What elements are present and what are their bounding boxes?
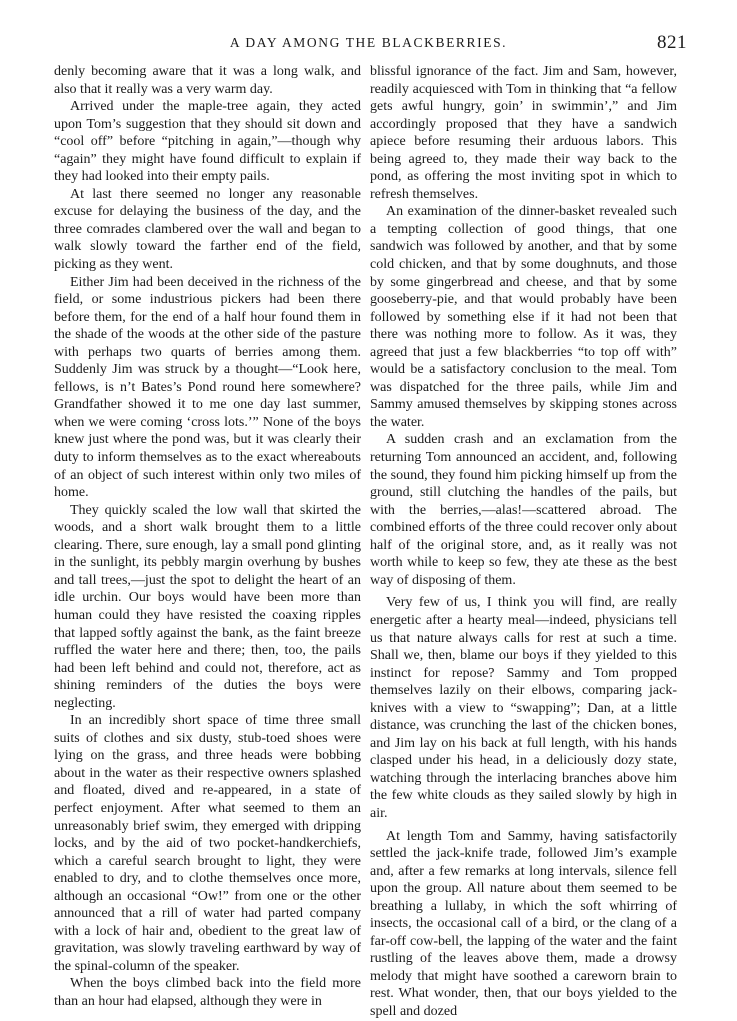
paragraph: blissful ignorance of the fact. Jim and Sam, however, readily acquiesced with Tom in thinking that “a fellow gets awful hungry, goin’ in swimmin’,” and Jim accordingly proposed that they have a sandwich apiece before resuming their arduous labors. This being agreed to, they made their way back to the pond, as offering the most inviting spot in which to refresh themselves. <box>370 64 677 202</box>
page-number: 821 <box>657 32 687 53</box>
paragraph: In an incredibly short space of time three small suits of clothes and six dusty, stub-toed shoes were lying on the grass, and three heads were bobbing about in the water as their respective owners splashed and floated, dived and re-appeared, in a state of perfect enjoyment. After what seemed to them an unreasonably brief swim, they emerged with dripping locks, and by the aid of two pocket-handkerchiefs, which a careful search brought to light, they were enabled to dry, and to clothe themselves once more, although an occasional “Ow!” from one or the other announced that a rill of water had parted company with a lock of hair and, obedient to the great law of gravitation, was slowly traveling earthward by way of the spinal-column of the speaker. <box>54 713 361 974</box>
right-column <box>370 63 677 1021</box>
paragraph: Either Jim had been deceived in the richness of the field, or some industrious pickers had been there before them, for the end of a half hour found them in the shade of the woods at the other side of the pasture with perhaps two quarts of berries among them. Suddenly Jim was struck by a thought—“Look here, fellows, is n’t Bates’s Pond round here somewhere? Grandfather showed it to me one day last summer, when we were coming ‘cross lots.’” None of the boys knew just where the pond was, but it was clearly their duty to inform themselves as to the exact whereabouts of an object of such interest within only two miles of home. <box>54 274 361 501</box>
paragraph: At length Tom and Sammy, having satisfactorily settled the jack-knife trade, followed Jim’s example and, after a few remarks at long intervals, silence fell upon the group. All nature about them seemed to be breathing a lullaby, in which the soft whirring of insects, the occasional call of a bird, or the clang of a far-off cow-bell, the lapping of the water and the faint rustling of the leaves above them, made a drowsy melody that might have soothed a careworn brain to rest. What wonder, then, that our boys yielded to the spell and dozed <box>370 828 677 1019</box>
paragraph: Very few of us, I think you will find, are really energetic after a hearty meal—indeed, physicians tell us that nature always calls for rest at such a time. Shall we, then, blame our boys if they yielded to this instinct for repose? Sammy and Tom propped themselves lazily on their elbows, comparing jack-knives with a view to “swapping”; Dan, at a little distance, was crunching the last of the chicken bones, and Jim lay on his back at full length, with his hands clasped under his head, in a deliciously dozy state, watching through the interlacing branches above him the few white clouds as they sailed slowly by high in air. <box>370 595 677 821</box>
page-header <box>0 32 737 54</box>
paragraph: Arrived under the maple-tree again, they acted upon Tom’s suggestion that they should sit down and “cool off” before “pitching in again,”—though why “again” they might have found difficult to explain if they had looked into their empty pails. <box>54 99 361 185</box>
paragraph: When the boys climbed back into the field more than an hour had elapsed, although they were in <box>54 976 361 1009</box>
left-column <box>54 63 361 1011</box>
paragraph: They quickly scaled the low wall that skirted the woods, and a short walk brought them to a little clearing. There, sure enough, lay a small pond glinting in the sunlight, its pebbly margin overhung by bushes and tall trees,—just the spot to delight the heart of an idle urchin. Our boys would have been more than human could they have resisted the coaxing ripples that lapped softly against the bank, as the faint breeze ruffled the water here and there; then, too, the pails had been left behind and could not, therefore, act as shining reminders of the duties the boys were neglecting. <box>54 502 361 711</box>
paragraph: An examination of the dinner-basket revealed such a tempting collection of good things, that one sandwich was followed by another, and that by some cold chicken, and that by some doughnuts, and those by some gingerbread and cheese, and that by some gooseberry-pie, and that would probably have been followed by something else if it had not been that there was nothing more to follow. As it was, they agreed that just a few blackberries “to top off with” would be a satisfactory conclusion to the meal. Tom was dispatched for the three pails, while Jim and Sammy amused themselves by skipping stones across the water. <box>370 204 677 430</box>
paragraph: At last there seemed no longer any reasonable excuse for delaying the business of the day, and the three comrades clambered over the wall and began to walk slowly toward the farther end of the field, picking as they went. <box>54 186 361 273</box>
running-title: A DAY AMONG THE BLACKBERRIES. <box>229 35 508 50</box>
paragraph: A sudden crash and an exclamation from the returning Tom announced an accident, and, following the sound, they found him picking himself up from the ground, still clutching the handles of the pails, but with the berries,—alas!—scattered abroad. The combined efforts of the three could recover only about half of the original store, and, as it really was not worth while to keep so few, they ate these as the best way of disposing of them. <box>370 432 677 588</box>
paragraph: denly becoming aware that it was a long walk, and also that it really was a very warm day. <box>54 64 361 97</box>
